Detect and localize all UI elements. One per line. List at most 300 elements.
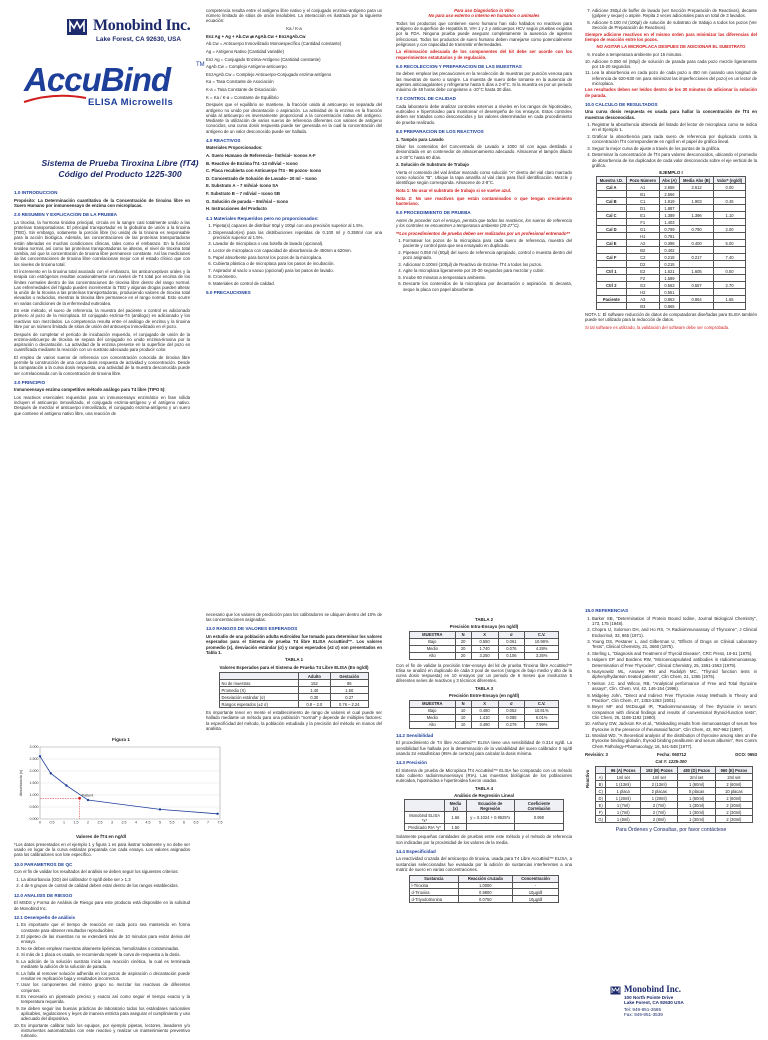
table-cell: Cal B — [597, 198, 627, 205]
table-cell: 1.65 — [714, 296, 746, 303]
note: Nota 2: No use reactivos que están contaminados o que tengan crecimiento bacteriano. — [396, 195, 572, 206]
x-tick-label: 6 — [183, 820, 185, 825]
table-cell: 10 — [455, 721, 471, 728]
footer-address: Lake Forest, CA 92630 USA — [624, 1000, 684, 1005]
data-point — [39, 755, 41, 757]
table-cell: 20 — [455, 638, 471, 645]
column-header: 960 (E) Pozos — [715, 767, 752, 774]
cross-reactivity-table — [409, 875, 559, 904]
paragraph: La reactividad cruzada del anticuerpo de tiroxina, usada para T4 Libre AccuBind™ ELISA, a sustancias seleccionadas fue evaluada por la adición de sustancias interferentes a una matriz de suero en varias concentraciones. — [396, 856, 572, 872]
table-cell: 1.605 — [680, 268, 714, 275]
paragraph: Diluir los contenidos del Concentrado de Lavado a 1000 ml con agua destilada o desionizada en un contenedor de almacenamiento adecuado. Almacenar el tampón diluido a 2-30°C hasta 60 días. — [396, 144, 572, 160]
table-header-row — [410, 875, 559, 882]
table-subtitle: Valores Esperados para el Sistema de Prueba T4 Libre ELISA (En ng/dl) — [219, 664, 369, 670]
monobind-logo-icon — [610, 985, 621, 996]
list-item: 7. Nelson J.C. and Wilcox, RB, "Analytical performance of Free and Total thyroxine assays", Clin. Chem. Vol, 42, 146-154 (1996). — [592, 681, 757, 691]
table-cell: C2 — [626, 254, 659, 261]
column-header: Pozo Número — [626, 177, 659, 184]
y-tick-label: 0.500 — [29, 805, 39, 810]
table-cell: 1.903 — [680, 198, 714, 205]
table-row — [405, 824, 564, 831]
table-cell: Ctrl 1 — [597, 268, 627, 275]
product-code: Código del Producto 1225-300 — [58, 169, 182, 179]
section-heading: 4.1 Materiales Requeridos pero no proporcionados: — [206, 215, 319, 221]
table-title: TABLA 3 — [474, 686, 494, 692]
equation-constants: Ka / K-a — [286, 26, 302, 32]
table-row — [410, 889, 559, 896]
column-3 — [396, 8, 572, 293]
reagent-item: B. Reactivo de Enzima fT4 -13 ml/vial – Icono — [206, 160, 298, 166]
list-item: 10. Adicione 0.050 ml (50µl) de solución de parada para cada pozo mezcle ligeramente por 15-20 segundos. — [592, 59, 757, 69]
paragraph: El incremento en la tiroxina total asociado con el embarazo, los anticonceptivos orales y la terapia con estrógenos resultan ocasionalmente con niveles de T4 total por encima de los límites normales dentro de las concentraciones de tiroxina libre dentro del rango normal. Las enfermedades del hígado pueden incrementar la TBG y algunas drogas pueden alterar la unión de la tiroxina a las proteínas transportadoras, produciendo valores de tiroxina total elevados o reducidos, mientras la tiroxina libre permanece en el rango normal. Esto ocurre en varias condiciones de la enfermedad eutiroidea. — [14, 269, 190, 306]
table-cell: 1.50 — [330, 687, 369, 694]
table-row — [596, 802, 753, 809]
table-row — [597, 268, 746, 275]
dco: DCO: 0653 — [735, 751, 757, 757]
table-row — [597, 275, 746, 282]
table-cell: H2 — [626, 289, 659, 296]
table-row — [597, 184, 746, 191]
table-cell: 10µg/dl — [513, 889, 559, 896]
section-heading: 3.0 PRINCIPIO — [14, 379, 46, 385]
paragraph: Después de completar el período de incubación requerido, el conjugado de unión de la enzima-anticuerpo de tiroxina se separa del conjugado no unido enzima-tiroxina por la aspiración o decantación. La actividad de la enzima presente en la superficie del pozo es cuantificada mediante la reacción con un sustrato adecuado para producir color. — [14, 331, 190, 353]
standard-curve-chart — [16, 741, 236, 837]
swoosh-icon — [24, 94, 86, 104]
procedure-list — [396, 238, 572, 292]
company-address: Lake Forest, CA 92630, USA — [96, 36, 182, 43]
table-cell: 20 — [455, 645, 471, 652]
note: NOTA 1: El software reducción de datos de computadoras diseñadas para ELISA también puede ser utilizado para la reducción de datos. — [585, 312, 757, 323]
table-cell: 0.551 — [659, 289, 679, 296]
data-point — [159, 808, 161, 810]
y-tick-label: 3.000 — [29, 745, 39, 750]
table-cell — [680, 233, 714, 240]
table-cell: 0.218 — [659, 254, 679, 261]
procedure-list-continued — [585, 52, 757, 86]
table-cell: 0.550 — [471, 638, 498, 645]
table-cell: F1 — [626, 219, 659, 226]
table-cell: 0.0750 — [458, 896, 513, 903]
table-row — [597, 205, 746, 212]
x-tick-label: 0.5 — [49, 820, 55, 825]
table-cell: H1 — [626, 233, 659, 240]
regression-table — [404, 799, 564, 831]
kit-contents — [585, 766, 757, 823]
table-cell: 2.00 — [714, 226, 746, 233]
table-cell: 1.10 — [714, 212, 746, 219]
column-header: Media Abs (B) — [680, 177, 714, 184]
column-header: Gestación — [330, 673, 369, 680]
table-cell: E1 — [626, 212, 659, 219]
list-item: 9. Materiales de control de calidad. — [213, 281, 382, 286]
section-heading: 5.0 PRECAUCIONES — [206, 289, 251, 295]
footer-company: Monobind Inc. — [624, 984, 682, 994]
column-header: MUESTRA — [410, 631, 456, 638]
table-cell: 86 — [330, 680, 369, 687]
column-header: Abs (A) — [659, 177, 679, 184]
table-cell: A3 — [626, 296, 659, 303]
paragraph: La tiroxina, la hormona tiroidea principal, circula en la sangre casi totalmente unido a las proteínas transportadoras. El principal transportador es la globulina de unión a la tiroxina (TBG). Sin embargo, solamente la porción libre (no unida) de la tiroxina es responsable para la acción biológica. Además, las concentraciones de las proteínas transportadoras están alteradas en muchas condiciones clínicas, tales como el embarazo. En la función tiroidea normal, así como las proteínas transportadoras se alteran, el nivel de tiroxina total cambia, así que la concentración de tiroxina libre permanece constante. Así las mediciones de las concentraciones de tiroxina libre correlacionan mejor con el estado clínico que con los niveles de tiroxina total. — [14, 219, 190, 267]
list-item: 8. Cronómetro. — [213, 274, 382, 279]
table-row — [596, 809, 753, 816]
table-cell: 2.70 — [714, 282, 746, 289]
reagent-item: D. Concentrado de Solución de Lavado– 20 ml – Icono — [206, 175, 317, 181]
reagent-item: E. Substrato A – 7 ml/vial- Icono SA — [206, 183, 279, 189]
list-item: 2. Pipetear 0.050 ml (50µl) del suero de referencia apropiado, control o muestra dentro del pozo asignado. — [403, 250, 572, 260]
list-item: 1. Barker SB, "Determination of Protein Bound Iodine, Journal Biological Chemistry", 173, 175 (1948). — [592, 616, 757, 626]
figure-1 — [16, 737, 236, 837]
table-cell: 1 (13ml) — [606, 781, 641, 788]
section-heading: 1.0 INTRODUCCION — [14, 190, 58, 195]
table-cell: d-Tiroxina — [410, 889, 459, 896]
paragraph: El MSDS y Forma de Análisis de Riesgo para este producto está disponible en la solicitud de Monobind Inc. — [14, 900, 190, 911]
table-cell: 0.052 — [498, 707, 525, 714]
table-cell: Medio — [410, 714, 456, 721]
section-heading: 8.0 PREPARACION DE LOS REACTIVOS — [396, 128, 484, 134]
list-item: 10. Es importante calibrar todo los equipos, por ejemplo pipetas, lectores, lavadores y/o instrumentos automatizados con este reactivo y realizar un mantenimiento preventivo rutinario. — [21, 1023, 190, 1039]
column-1-bottom — [14, 842, 190, 1040]
list-item: 11. Lea la absorbencia en cada pozo de cada pozo a 450 nm (usando una longitud de referencia de 620-630 nm para minimizar las imperfecciones del pozo) en un lector de microplaca. — [592, 70, 757, 86]
section-heading: 13.0 RANGOS DE VALORES ESPERADOS — [206, 626, 298, 632]
table-header-row — [596, 767, 753, 774]
table-header-row — [220, 673, 369, 680]
paragraph: **Los procedimientos de prueba deben ser realizados por un profesional entrenado** — [396, 230, 570, 236]
column-header: Media (x) — [445, 800, 467, 812]
list-item: 4. Determinar la concentración de fT4 para valores desconocidos, ubicando el promedio de absorbencia de los duplicados de cada valor desconocido sobre el eje vertical de la gráfica. — [592, 152, 757, 168]
table-cell: D1 — [626, 205, 659, 212]
table-cell — [680, 289, 714, 296]
table-cell: 1.919 — [659, 198, 679, 205]
table-cell — [714, 289, 746, 296]
table-cell: 2ml set — [715, 774, 752, 781]
section-heading: 14.2 Sensibilidad — [396, 732, 434, 738]
table-cell: C) — [596, 788, 606, 795]
footer-contact-block — [598, 984, 758, 1020]
list-item: 9. Incube a temperatura ambiente por 15 minutos. — [592, 52, 757, 57]
table-row — [597, 254, 746, 261]
table-cell — [597, 191, 627, 198]
table-cell: 3.250 — [471, 652, 498, 659]
column-header: N — [455, 700, 471, 707]
table-cell: 1 (60ml) — [678, 795, 715, 802]
reagent-item: F. Substrato B – 7 ml/vial – Icono SB — [206, 191, 281, 197]
table-cell: Rangos esperados (±2 σ) — [220, 701, 299, 708]
column-header: Reacción cruzada — [458, 875, 513, 882]
table-cell — [714, 233, 746, 240]
paragraph: Vierta el contenido del vial ámbar marcado como solución "A" dentro del vial claro marcado como solución "B". Ubique la tapa amarilla al vial claro para fácil identificación. Mezcle y identifique según corresponda. Almacene de 2-8°C. — [396, 169, 572, 186]
table-cell: 0.557 — [680, 282, 714, 289]
table-cell: 0.106 — [498, 652, 525, 659]
list-item: 4. Sterling L, "Diagnosis and Treatment of Thyroid Disease", CRC Press, 19-51 (1975). — [592, 651, 757, 656]
column-2-bottom — [206, 612, 382, 733]
table-cell: 3.490 — [471, 721, 498, 728]
table-cell: 5 placas — [678, 788, 715, 795]
table-cell — [680, 303, 714, 310]
table-cell: 2 (30ml) — [715, 802, 752, 809]
table-cell — [597, 261, 627, 268]
table-row — [596, 788, 753, 795]
column-4 — [585, 8, 757, 333]
table-cell — [597, 303, 627, 310]
table-cell: 2 (30ml) — [715, 809, 752, 816]
paragraph: Una curva dosis respuesta es usada para hallar la concentración de fT4 en muestras desconocidas. — [585, 109, 757, 120]
monobind-logo-icon — [66, 16, 88, 38]
performance-list — [14, 922, 190, 1038]
paragraph: Todos los productos que contienen suero humano han sido hallados no reactivos para antígeno de superficie de Hepatitis B, VIH 1 y 2 y anticuerpos HCV según pruebas exigidas por la FDA. Ninguna prueba puede asegurar completamente la ausencia de agentes infecciosos. Todos los productos de suero humano deben manejarse como potencialmente peligrosos y con capacidad de transmitir enfermedades. — [396, 20, 572, 47]
table-cell: 10 placas — [715, 788, 752, 795]
x-tick-label: 1.5 — [73, 820, 79, 825]
ivd-notice: Para uso Diagnóstico in Vitro — [454, 8, 514, 13]
table-cell: 1.403 — [659, 219, 679, 226]
definition: EnzAgAb.Cw = Complejo Anticuerpo-Conjugado enzima-antígeno — [206, 71, 332, 77]
table-cell: 1 (7ml) — [606, 809, 641, 816]
list-item: 4. Agite la microplaca ligeramente por 20-30 segundos para mezclar y cubrir. — [403, 268, 572, 273]
table-row — [597, 303, 746, 310]
table-cell: 0.30 — [299, 694, 330, 701]
column-header: C.V. — [525, 700, 559, 707]
warning: Siempre adicione reactivos en el mismo orden para minimizar las diferencias del tiempo de reacción entre los pozos. — [585, 31, 757, 42]
column-2 — [206, 8, 382, 297]
y-axis-label: Absorbancia (s) — [19, 769, 23, 797]
x-tick-label: 4 — [135, 820, 137, 825]
table-cell: 2 (60ml) — [715, 781, 752, 788]
table-cell: Desviación estándar (σ) — [220, 694, 299, 701]
table-cell: B1 — [626, 191, 659, 198]
paragraph: necesario que los valores de predicción para los calibradores se ubiquen dentro del 10% de las concentraciones asignadas. — [206, 612, 382, 623]
table-cell: 1.50 — [445, 824, 467, 831]
table-row — [597, 191, 746, 198]
table-cell: 0.480 — [471, 707, 498, 714]
table-subtitle: Precisión Entre-Ensayo (en ng/dl) — [448, 693, 520, 699]
reagent-item: H. Instrucciones del Producto — [206, 206, 267, 212]
column-header: Muestra I.D. — [597, 177, 627, 184]
table-cell: 2.566 — [659, 191, 679, 198]
kit-side-label: Reactivo — [585, 770, 590, 789]
table-cell: 6.01% — [525, 714, 559, 721]
table-cell: 0.00 — [714, 184, 746, 191]
table-cell: D) — [596, 795, 606, 802]
list-item: 1. Pipeta(s) capaces de distribuir 50µl y 100µl con una precisión superior al 1.5%. — [213, 223, 382, 228]
table-cell: 2 (30ml) — [715, 816, 752, 823]
x-tick-label: 3.5 — [121, 820, 127, 825]
table-cell: E2 — [626, 268, 659, 275]
table-cell: 1 (60ml) — [678, 781, 715, 788]
column-header: 192 (B) Pozos — [641, 767, 678, 774]
column-header: Concentración — [513, 875, 559, 882]
revision-line — [585, 752, 757, 757]
list-item: 5. Papel absorbente para borrar los pozos de la microplaca. — [213, 255, 382, 260]
table-row — [597, 198, 746, 205]
table-cell: 2 (13ml) — [641, 781, 678, 788]
table-row — [220, 687, 369, 694]
table-cell: A1 — [626, 184, 659, 191]
example-1-table — [596, 176, 746, 310]
company-name: Monobind Inc. — [93, 17, 191, 34]
table-row — [410, 645, 559, 652]
table-cell — [714, 219, 746, 226]
qc-list — [14, 877, 190, 889]
column-1 — [14, 186, 190, 418]
list-item: 2. Chopra IJ, Solomon DH, and Ho RS, "A Radioimmunoassay of Thyroxine", J Clinical Endocrinol, 33, 865 (1971). — [592, 627, 757, 637]
contact-line: Para Órdenes y Consultas, por favor contáctese — [615, 827, 727, 834]
table-cell — [680, 247, 714, 254]
table-cell: 2 placas — [641, 788, 678, 795]
paragraph: Cada laboratorio debe analizar controles externos a niveles en los rangos de hipotiroideo, eutiroideo e hipertiroideo para monitorear el desempeño de los ensayos. Estos controles deben ser tratados como desconocidos y los valores determinados en cada procedimiento de prueba realizado. — [396, 104, 572, 125]
table-row — [597, 289, 746, 296]
table-cell: 0.217 — [680, 254, 714, 261]
list-item: 2. Dispensador(es) para las distribuciones repetidas de 0.100 ml y 0.350ml con una precisión superior al 1.5%. — [213, 230, 382, 240]
table-subtitle: Análisis de Regresión Lineal — [454, 793, 514, 799]
table-cell: 1 (7ml) — [606, 802, 641, 809]
table-cell: 2ml set — [678, 774, 715, 781]
brand-tm: TM — [196, 62, 205, 68]
table-cell: Promedio (X) — [220, 687, 299, 694]
section-heading: 9.0 PROCEDIMIENTO DE PRUEBA — [396, 210, 471, 216]
column-header: σ — [498, 700, 525, 707]
list-item: 9. Se deben seguir las buenas prácticas de laboratorio todos los estándares nacionales aplicables, regulaciones y leyes de manera estricta para asegurar el cumplimiento y uso adecuado del dispositivo. — [21, 1006, 190, 1022]
x-tick-label: 1 — [63, 820, 65, 825]
paragraph: El Sistema de prueba de Microplaca fT4 AccuBind™ ELISA fue comparado con un método tubo cubierto radioinmunoensayo (RIA). Las muestras biológicas de los poblaciones eutiroidea, hipotiroidea e hipertiroidea fueron usadas. — [396, 767, 572, 784]
reagent-item: A. Suero Humano de Referencia– fmt/vial– Iconos A-F — [206, 152, 316, 158]
list-item: 5. Halpern EP and Bordens RW, "Microencapsulated antibodies in radioimmunoassay. Determination of Free Thyroxine", Clinical Chemistry, 25, 1561-1563 (1979). — [592, 657, 757, 667]
table-cell: 1.410 — [471, 714, 498, 721]
section-heading: 2.0 RESUMEN Y EXPLICACION DE LA PRUEBA — [14, 212, 118, 218]
paragraph: Solamente pequeñas cantidades de pruebas entre este método y el método de referencia son indicadas por la proximidad de los valores de la media. — [396, 834, 572, 845]
ivd-notice: No para uso externo o interno en humanos o animales — [428, 13, 540, 19]
table-row — [596, 795, 753, 802]
table-cell — [714, 261, 746, 268]
column-header: σ — [498, 631, 525, 638]
table-cell: 1 (30ml) — [678, 809, 715, 816]
table-row — [597, 282, 746, 289]
paragraph: Materiales Proporcionados: — [206, 145, 263, 151]
table-cell: 2.612 — [680, 184, 714, 191]
footer-phone: Tel: 949-951-2665 — [624, 1007, 662, 1012]
subheading: 2. Solución de Substrato de Trabajo — [396, 162, 470, 168]
table-cell — [714, 303, 746, 310]
table-row — [597, 240, 746, 247]
x-tick-label: 5.5 — [169, 820, 175, 825]
reagent-item: G. Solución de parada – 8ml/vial – Icono — [206, 198, 289, 204]
table-cell: 3.26% — [525, 652, 559, 659]
table-cell: 0.863 — [659, 296, 679, 303]
list-item: 4. Si más de 1 placa es usada, se recomienda repetir la curva de respuesta a la dosis. — [21, 952, 190, 957]
table-cell: 1 (30ml) — [678, 802, 715, 809]
table-cell: B) — [596, 781, 606, 788]
column-header: 480 (D) Pozos — [678, 767, 715, 774]
table-row — [220, 701, 369, 708]
references-list — [585, 616, 757, 749]
table-cell — [680, 261, 714, 268]
table-cell: 0.45 — [714, 198, 746, 205]
brand-name: AccuBind — [24, 61, 171, 98]
x-tick-label: 7 — [207, 820, 209, 825]
table-cell — [597, 289, 627, 296]
list-item: 6. Nusynowitz ML, Ansaver RN and Rudolph MC, "Thyroid function tests in diphenylhydantoin treated patients", Clin Chem, 21, 1365 (1975). — [592, 669, 757, 679]
list-item: 10. Anthony GW, Jackson RA et al., "Misleading results from immunoassays of serum free thyroxine in the presence of rheumatoid factor", Clin Chem, 43, 957-962 (1997). — [592, 721, 757, 731]
list-item: 5. La adición de la solución sustrato inicia una reacción cinética, la cual es terminada mediante la adición de la solución de parada. — [21, 959, 190, 969]
table-cell: 0.960 — [514, 812, 563, 824]
table-cell: 0.398 — [659, 240, 679, 247]
table-cell: 0.076 — [498, 645, 525, 652]
table-cell: 152 — [299, 680, 330, 687]
footer-address: 100 North Pointe Drive — [624, 995, 674, 1000]
revision: Revisión: 3 — [585, 751, 608, 757]
table-cell: Monobind ELISA *x* — [405, 812, 445, 824]
paragraph: Los reactivos esenciales requeridos para un inmunoensayo enzimático en fase sólida incluyen el anticuerpo inmovilizado, el conjugado enzima-antígeno y el antígeno nativo. Después de mezclar el anticuerpo inmovilizado, el conjugado enzima-antígeno y un suero que contiene el antígeno nativo libre, una reacción de — [14, 395, 190, 416]
y-tick-label: 1.000 — [29, 793, 39, 798]
table-cell: Bajo — [410, 707, 456, 714]
table-row — [597, 212, 746, 219]
table-row — [410, 638, 559, 645]
table-cell: E) — [596, 802, 606, 809]
section-heading: 14.4 Especificidad — [396, 848, 436, 854]
table-cell: 0.402 — [659, 247, 679, 254]
column-header — [596, 767, 606, 774]
list-item: 8. Es necesario un pipeteado preciso y exacto así como seguir el tiempo exacto y la temperatura requerida. — [21, 994, 190, 1004]
table-cell: Medio — [410, 645, 456, 652]
table-title: TABLA 4 — [474, 785, 494, 791]
table-row — [597, 233, 746, 240]
accubind-logo — [24, 60, 214, 120]
table-cell: 1 (20ml) — [606, 795, 641, 802]
column-header: 96 (A) Pozos — [606, 767, 641, 774]
data-point — [216, 813, 218, 815]
table-cell: G2 — [626, 282, 659, 289]
warning: Los resultados deben ser leídos dentro de los 30 minutos de adicionar la solución de parada. — [585, 87, 757, 98]
column-4-bottom — [585, 604, 757, 834]
definition: K-a = Tasa Constante de Disociación — [206, 87, 277, 93]
equation: Enz Ag + Ag + Ab.Cw ⇌ AgAb.Cw + EnzAgAb.Cw — [206, 33, 306, 39]
table-cell: 20 — [455, 652, 471, 659]
table-cell: 10.98% — [525, 638, 559, 645]
table-cell: 0.279 — [498, 721, 525, 728]
table-title: TABLA 2 — [474, 617, 494, 622]
section-heading: 10.0 PARAMETROS DE QC — [14, 861, 73, 867]
list-item: 7. Aspirador al vacío o vacuo (opcional) para los pasos de lavado. — [213, 268, 382, 273]
table-cell: 1.887 — [659, 205, 679, 212]
table-cell: A) — [596, 774, 606, 781]
table-cell: 0.400 — [680, 240, 714, 247]
table-cell: Cal C — [597, 212, 627, 219]
note: Nota 1: No usar el substrato de trabajo si se vuelve azul. — [396, 187, 512, 193]
table-cell: 10.81% — [525, 707, 559, 714]
paragraph: El procedimiento de T4 libre AccuBind™ ELISA tiene una sensibilidad de 0.314 ng/dl. La sensibilidad fue hallada por la determinación de la variabilidad del suero calibrador 0 ng/dl usando 2σ estadísticas (95% de certeza) para calcular la dosis mínima. — [396, 740, 572, 756]
table-cell: 1.40 — [299, 687, 330, 694]
section-heading: 6.0 RECOLECCION Y PREPARACION DE LAS MUESTRAS — [396, 63, 522, 69]
table-cell: 1.396 — [680, 212, 714, 219]
table-row — [410, 714, 559, 721]
table-cell: l-Tiroxina — [410, 882, 459, 889]
table-cell: 1.740 — [471, 645, 498, 652]
list-item: 6. Descarte los contenidos de la microplaca por decantación o aspiración. Si decanta, seque la placa con papel absorbente. — [403, 281, 572, 291]
list-item: 8. Midgeley John, "Direct and Indirect Free Thyroxine Assay Methods in Theory and Practice", Clin Chem, 47, 1353-1363 (2001). — [592, 693, 757, 703]
materials-list — [206, 223, 382, 286]
column-header: Valor* (ng/dl) — [714, 177, 746, 184]
table-cell: Bajo — [410, 638, 456, 645]
table-cell: No de muestras — [220, 680, 299, 687]
table-cell: 0.215 — [659, 261, 679, 268]
table-cell: 0.50 — [714, 268, 746, 275]
paragraph: El empleo de varios sueros de referencia con concentración conocida de tiroxina libre permite la construcción de una curva dosis respuesta de actividad y concentración. Desde la comparación a la curva dosis respuesta, una actividad de la muestra desconocida puede ser correlacionada con la concentración de tiroxina libre. — [14, 354, 190, 376]
table-cell: 2 (7ml) — [641, 809, 678, 816]
section-heading: 10.0 CALCULO DE RESULTADOS — [585, 101, 658, 107]
table-row — [597, 296, 746, 303]
table-row — [597, 247, 746, 254]
table-cell — [597, 275, 627, 282]
list-item: 2. El pipeteo de las muestras no se extenderá más de 10 minutos para evitar deriva del ensayo. — [21, 934, 190, 944]
column-header: Sustancia — [410, 875, 459, 882]
